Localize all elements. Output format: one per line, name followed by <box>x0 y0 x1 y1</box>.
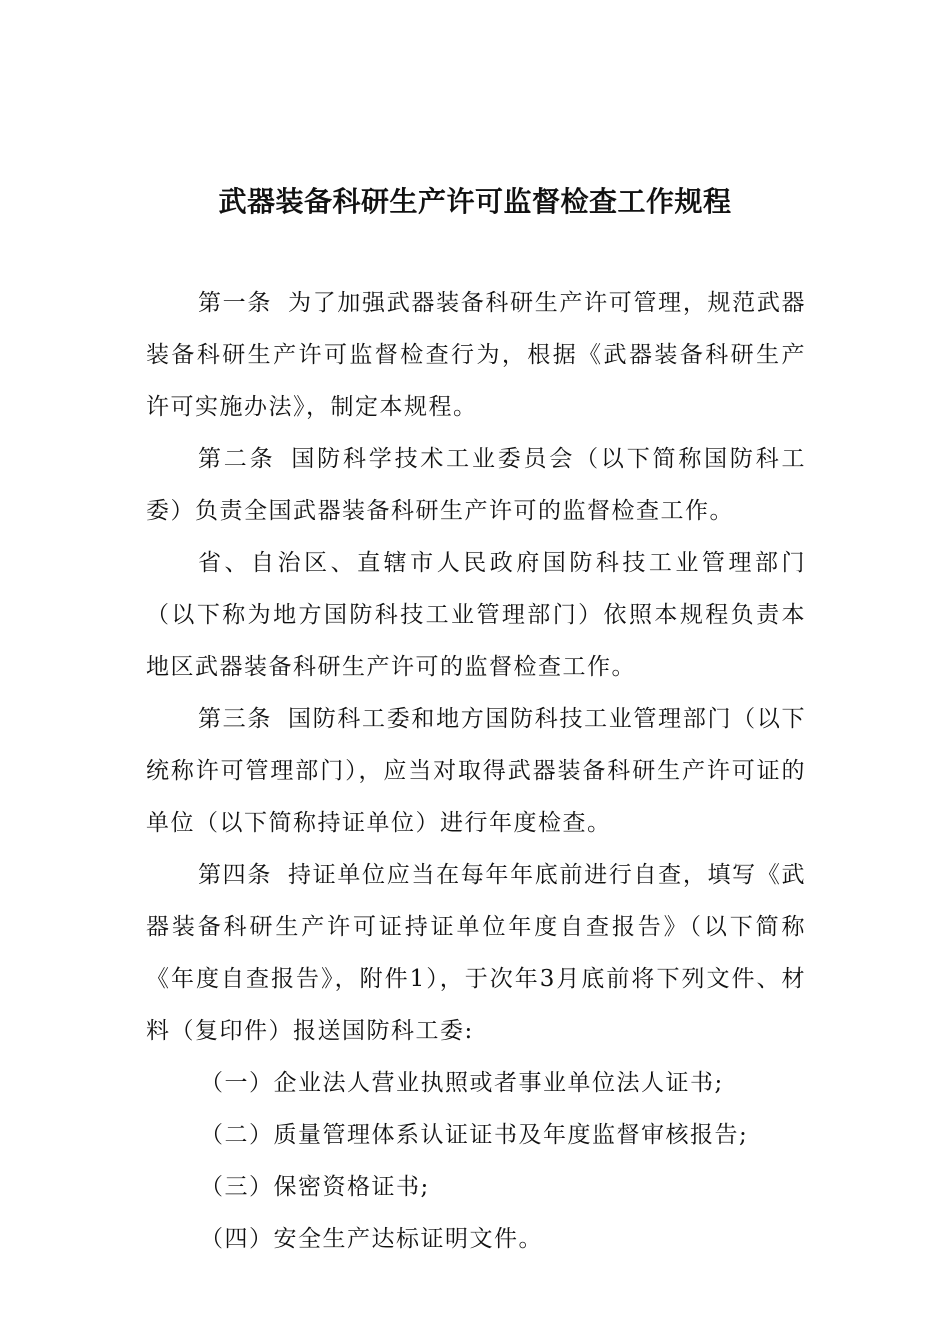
article-text: 为了加强武器装备科研生产许可管理，规范武器装备科研生产许可监督检查行为，根据《武器装备科研生产许可实施办法》，制定本规程。 <box>146 290 807 420</box>
article-text: 持证单位应当在每年年底前进行自查，填写《武器装备科研生产许可证持证单位年度自查报告》（以下简称《年度自查报告》，附件1），于次年3月底前将下列文件、材料（复印件）报送国防科工委: <box>146 862 807 1044</box>
document-title: 武器装备科研生产许可监督检查工作规程 <box>218 185 732 218</box>
list-item: （四）安全生产达标证明文件。 <box>200 1226 543 1252</box>
article-number: 第四条 <box>198 862 273 888</box>
article-3 <box>146 693 806 849</box>
list-item: （三）保密资格证书; <box>200 1174 430 1200</box>
article-number: 第三条 <box>198 706 273 732</box>
article-text: 国防科工委和地方国防科技工业管理部门（以下统称许可管理部门），应当对取得武器装备科研生产许可证的单位（以下简称持证单位）进行年度检查。 <box>146 706 807 836</box>
list-item: （二）质量管理体系认证证书及年度监督审核报告; <box>200 1122 749 1148</box>
article-number: 第一条 <box>198 290 273 316</box>
article-number: 第二条 <box>198 446 276 472</box>
article-2-paragraph-2 <box>146 537 806 693</box>
article-text: 省、自治区、直辖市人民政府国防科技工业管理部门（以下称为地方国防科技工业管理部门）依照本规程负责本地区武器装备科研生产许可的监督检查工作。 <box>146 550 806 680</box>
article-1 <box>146 277 806 433</box>
article-4 <box>146 849 806 1057</box>
document-body <box>146 277 806 1265</box>
article-text: 国防科学技术工业委员会（以下简称国防科工委）负责全国武器装备科研生产许可的监督检查工作。 <box>146 446 807 524</box>
list-item: （一）企业法人营业执照或者事业单位法人证书; <box>200 1070 724 1096</box>
article-2 <box>146 433 806 537</box>
